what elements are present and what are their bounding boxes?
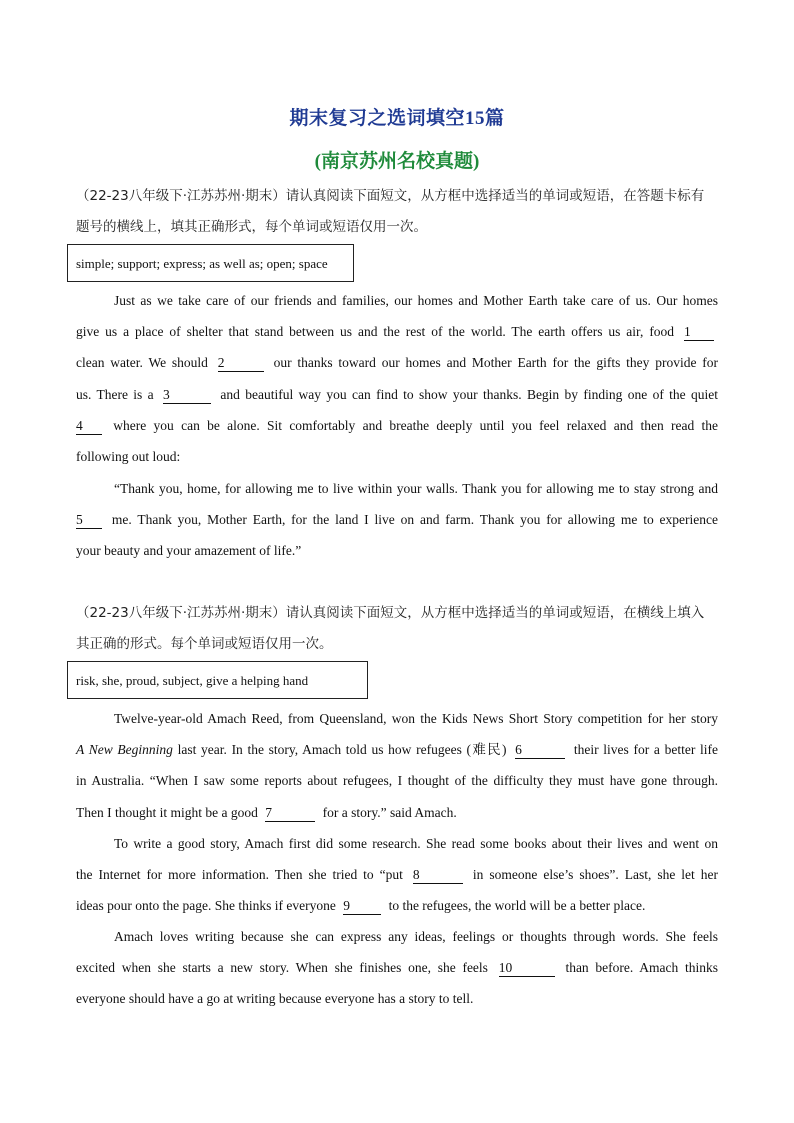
page-title: 期末复习之选词填空15篇 xyxy=(289,108,505,129)
instruction-line: 其正确的形式。每个单词或短语仅用一次。 xyxy=(76,636,333,652)
blank-8[interactable]: 8 xyxy=(413,867,463,884)
blank-10[interactable]: 10 xyxy=(499,960,555,977)
passage-line: “Thank you, home, for allowing me to live within your walls. Thank you for allowing me to stay strong and xyxy=(114,481,718,496)
instruction-line: （22-23八年级下·江苏苏州·期末）请认真阅读下面短文，从方框中选择适当的单词或短语，在答题卡标有 xyxy=(76,188,705,204)
passage-line: excited when she starts a new story. When she finishes one, she feels 10 than before. Amach thinks xyxy=(76,960,719,976)
section1-passage-p1 xyxy=(76,285,718,472)
section1-passage-p2 xyxy=(76,473,718,567)
passage-line: clean water. We should 2 our thanks toward our homes and Mother Earth for the gifts they provide for xyxy=(76,355,718,371)
passage-line: following out loud: xyxy=(76,448,181,464)
passage-line: the Internet for more information. Then she tried to “put 8 in someone else’s shoes”. Last, she let her xyxy=(76,867,719,883)
section2-passage-p1 xyxy=(76,703,718,828)
section2-instruction xyxy=(76,598,718,660)
passage-line: Then I thought it might be a good 7 for a story.” said Amach. xyxy=(76,804,457,820)
passage-line: To write a good story, Amach first did some research. She read some books about their lives and went on xyxy=(114,836,718,851)
passage-line: everyone should have a go at writing because everyone has a story to tell. xyxy=(76,991,474,1007)
passage-line: A New Beginning last year. In the story, Amach told us how refugees (难民) 6 their lives for a better life xyxy=(76,742,719,758)
passage-line: your beauty and your amazement of life.” xyxy=(76,543,302,559)
passage-line: 5 me. Thank you, Mother Earth, for the land I live on and farm. Thank you for allowing me to experience xyxy=(76,512,719,528)
page-subtitle: (南京苏州名校真题) xyxy=(314,151,480,172)
passage-line: ideas pour onto the page. She thinks if everyone 9 to the refugees, the world will be a better place. xyxy=(76,898,646,914)
blank-5[interactable]: 5 xyxy=(76,512,102,529)
blank-7[interactable]: 7 xyxy=(265,805,315,822)
blank-4[interactable]: 4 xyxy=(76,418,102,435)
blank-9[interactable]: 9 xyxy=(343,898,381,915)
word-box: risk, she, proud, subject, give a helping hand xyxy=(67,661,368,699)
book-title: A New Beginning xyxy=(76,742,173,758)
blank-6[interactable]: 6 xyxy=(515,742,565,759)
section2-passage-p3 xyxy=(76,921,718,1015)
passage-line: Twelve-year-old Amach Reed, from Queensland, won the Kids News Short Story competition for her story xyxy=(114,711,718,726)
passage-line: us. There is a 3 and beautiful way you can find to show your thanks. Begin by finding one of the quiet xyxy=(76,386,719,402)
section1-instruction xyxy=(76,181,718,243)
passage-line: Amach loves writing because she can express any ideas, feelings or thoughts through words. She feels xyxy=(114,929,718,944)
passage-line: 4 where you can be alone. Sit comfortably and breathe deeply until you feel relaxed and then read the xyxy=(76,417,719,433)
word-box: simple; support; express; as well as; open; space xyxy=(67,244,354,282)
instruction-line: （22-23八年级下·江苏苏州·期末）请认真阅读下面短文，从方框中选择适当的单词或短语，在横线上填入 xyxy=(76,605,705,621)
passage-line: Just as we take care of our friends and families, our homes and Mother Earth take care of us. Our homes xyxy=(114,293,718,308)
blank-1[interactable]: 1 xyxy=(684,324,714,341)
instruction-line: 题号的横线上，填其正确形式，每个单词或短语仅用一次。 xyxy=(76,219,427,235)
blank-3[interactable]: 3 xyxy=(163,387,211,404)
passage-line: in Australia. “When I saw some reports about refugees, I thought of the difficulty they must have gone through. xyxy=(76,773,718,789)
passage-line: give us a place of shelter that stand between us and the rest of the world. The earth offers us air, food 1 xyxy=(76,316,718,347)
section2-passage-p2 xyxy=(76,828,718,922)
blank-2[interactable]: 2 xyxy=(218,355,264,372)
